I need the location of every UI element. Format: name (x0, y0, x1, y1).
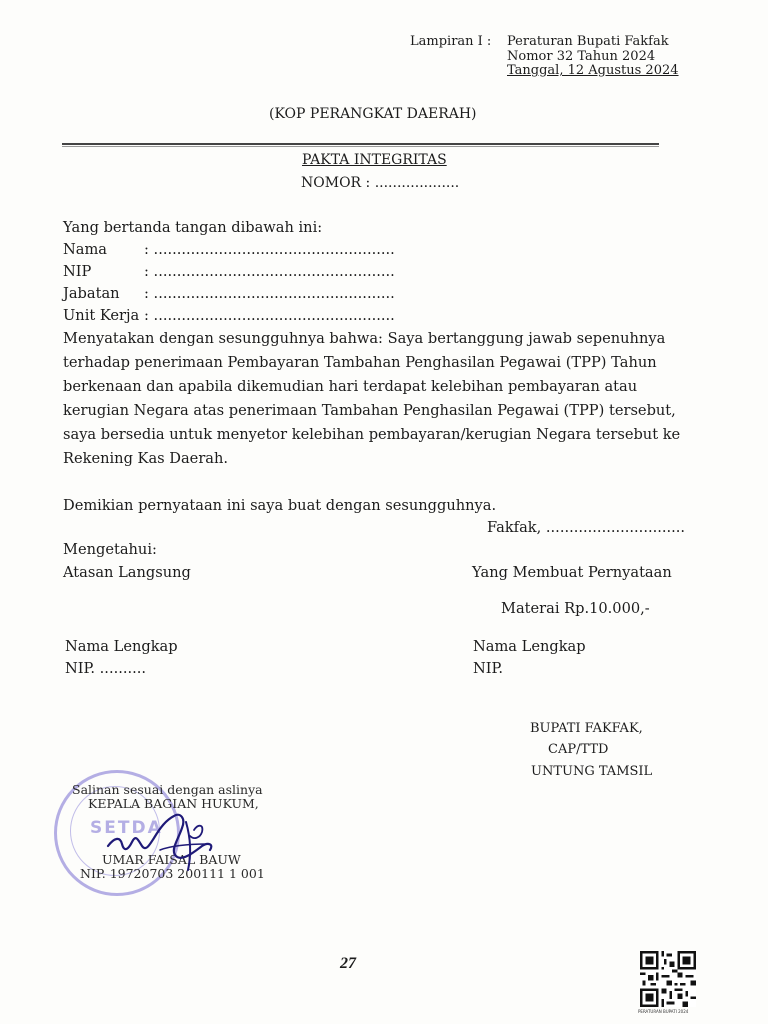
field-value-nama: : .................................................... (144, 241, 395, 258)
regent-title: BUPATI FAKFAK, (530, 721, 643, 736)
field-label-jabatan: Jabatan (63, 285, 120, 302)
field-value-jabatan: : .................................................... (144, 285, 395, 302)
regulation-date: Tanggal, 12 Agustus 2024 (507, 63, 679, 78)
stamp-text: SETDA (90, 818, 163, 838)
page-number: 27 (340, 955, 356, 972)
statement-line: terhadap penerimaan Pembayaran Tambahan Penghasilan Pegawai (TPP) Tahun (63, 354, 657, 371)
place-date: Fakfak, .............................. (487, 519, 686, 536)
statement-line: Menyatakan dengan sesungguhnya bahwa: Saya bertanggung jawab sepenuhnya (63, 330, 666, 347)
intro-text: Yang bertanda tangan dibawah ini: (63, 219, 323, 236)
qr-caption: PERATURAN BUPATI 2024 (638, 1009, 689, 1014)
acknowledged-label: Mengetahui: (63, 541, 157, 558)
statement-line: saya bersedia untuk menyetor kelebihan pembayaran/kerugian Negara tersebut ke (63, 426, 681, 443)
header-rule-thin (62, 146, 659, 147)
statement-line: kerugian Negara atas penerimaan Tambahan Penghasilan Pegawai (TPP) tersebut, (63, 402, 676, 419)
qr-code (640, 951, 696, 1007)
document-title: PAKTA INTEGRITAS (302, 152, 447, 168)
declarant-nip: NIP. (473, 660, 504, 677)
regulation-title: Peraturan Bupati Fakfak (507, 34, 669, 49)
supervisor-nip: NIP. .......... (65, 660, 147, 677)
lampiran-label: Lampiran I : (410, 34, 492, 49)
field-value-unit-kerja: : .................................................... (144, 307, 395, 324)
document-number: NOMOR : ................... (301, 175, 460, 191)
certified-copy-text: Salinan sesuai dengan aslinya (72, 782, 263, 797)
header-rule (62, 143, 659, 145)
legal-head-nip: NIP. 19720703 200111 1 001 (80, 866, 265, 881)
field-value-nip: : .................................................... (144, 263, 395, 280)
supervisor-label: Atasan Langsung (63, 564, 191, 581)
kop-placeholder: (KOP PERANGKAT DAERAH) (269, 106, 477, 122)
declarant-label: Yang Membuat Pernyataan (472, 564, 672, 581)
legal-head-title: KEPALA BAGIAN HUKUM, (88, 796, 259, 811)
regent-cap: CAP/TTD (548, 742, 609, 757)
regent-name: UNTUNG TAMSIL (531, 764, 653, 779)
regulation-number: Nomor 32 Tahun 2024 (507, 49, 656, 64)
field-label-unit-kerja: Unit Kerja (63, 307, 140, 324)
signature-mark (90, 800, 230, 880)
statement-line: berkenaan dan apabila dikemudian hari terdapat kelebihan pembayaran atau (63, 378, 638, 395)
statement-paragraph (63, 327, 698, 471)
legal-head-name: UMAR FAISAL BAUW (102, 852, 241, 867)
field-label-nip: NIP (63, 263, 92, 280)
closing-text: Demikian pernyataan ini saya buat dengan sesungguhnya. (63, 497, 497, 514)
statement-line: Rekening Kas Daerah. (63, 450, 229, 467)
supervisor-name: Nama Lengkap (65, 638, 178, 655)
declarant-name: Nama Lengkap (473, 638, 586, 655)
stamp-duty-text: Materai Rp.10.000,- (501, 600, 650, 617)
field-label-nama: Nama (63, 241, 108, 258)
